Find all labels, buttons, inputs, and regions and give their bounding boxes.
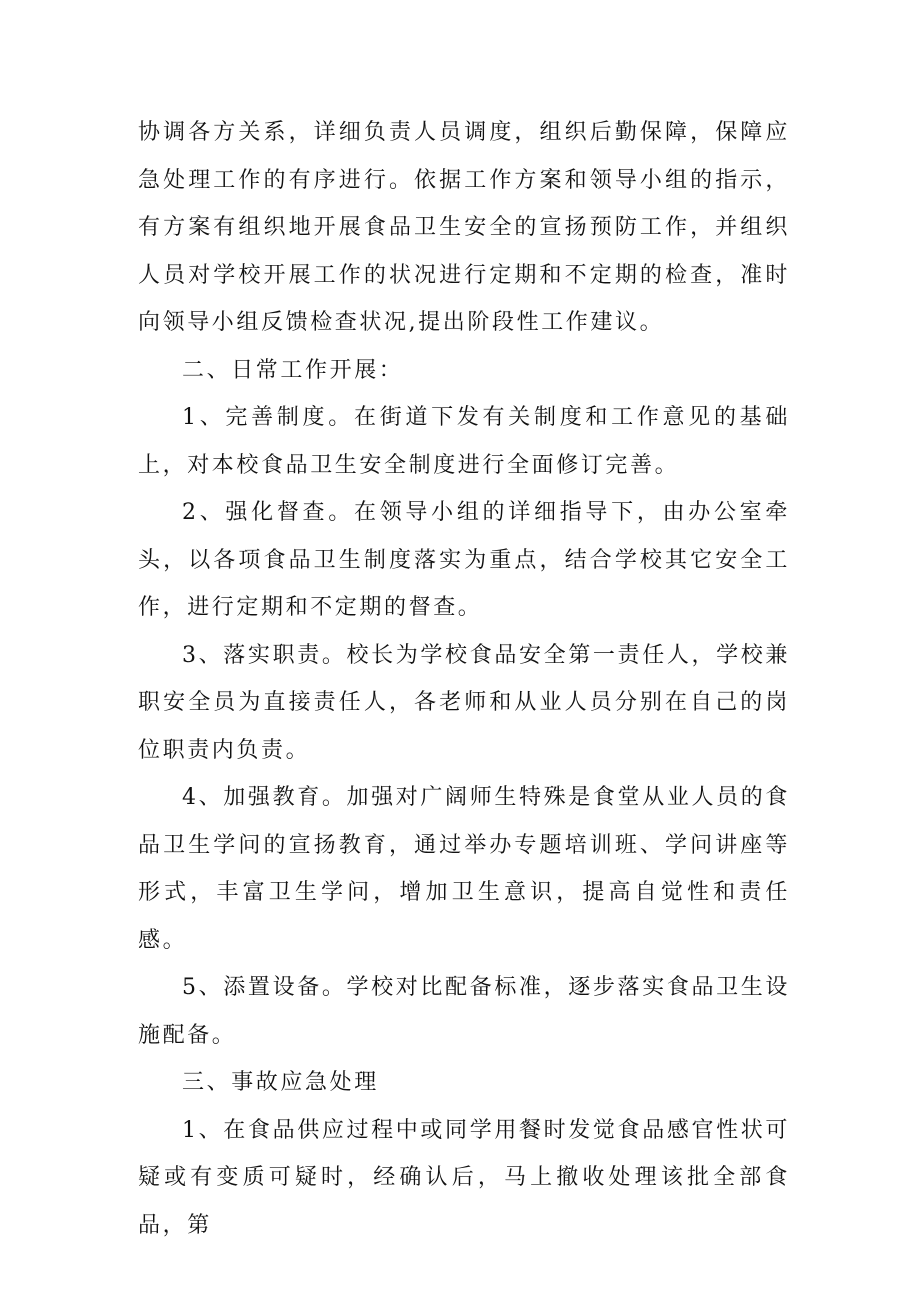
paragraph-coordination: 协调各方关系，详细负责人员调度，组织后勤保障，保障应急处理工作的有序进行。依据工作方案和领导小组的指示，有方案有组织地开展食品卫生安全的宣扬预防工作，并组织人员对学校开展工作的状况进行定期和不定期的检查，准时向领导小组反馈检查状况,提出阶段性工作建议。 (138, 120, 790, 335)
paragraph-emergency-handling: 1、在食品供应过程中或同学用餐时发觉食品感官性状可疑或有变质可疑时，经确认后，马上撤收处理该批全部食品，第 (138, 1117, 790, 1238)
paragraph-implement-responsibility: 3、落实职责。校长为学校食品安全第一责任人，学校兼职安全员为直接责任人，各老师和从业人员分别在自己的岗位职责内负责。 (138, 642, 790, 763)
section-heading-daily-work: 二、日常工作开展： (182, 357, 404, 383)
paragraph-add-equipment: 5、添置设备。学校对比配备标准，逐步落实食品卫生设施配备。 (138, 975, 790, 1048)
document-body (138, 109, 790, 1249)
paragraph-strengthen-education: 4、加强教育。加强对广阔师生特殊是食堂从业人员的食品卫生学问的宣扬教育，通过举办专题培训班、学问讲座等形式，丰富卫生学问，增加卫生意识，提高自觉性和责任感。 (138, 785, 790, 953)
paragraph-strengthen-supervision: 2、强化督查。在领导小组的详细指导下，由办公室牵头，以各项食品卫生制度落实为重点，结合学校其它安全工作，进行定期和不定期的督查。 (138, 500, 790, 620)
section-heading-emergency: 三、事故应急处理 (182, 1070, 379, 1095)
paragraph-improve-system: 1、完善制度。在街道下发有关制度和工作意见的基础上，对本校食品卫生安全制度进行全面修订完善。 (138, 405, 790, 478)
